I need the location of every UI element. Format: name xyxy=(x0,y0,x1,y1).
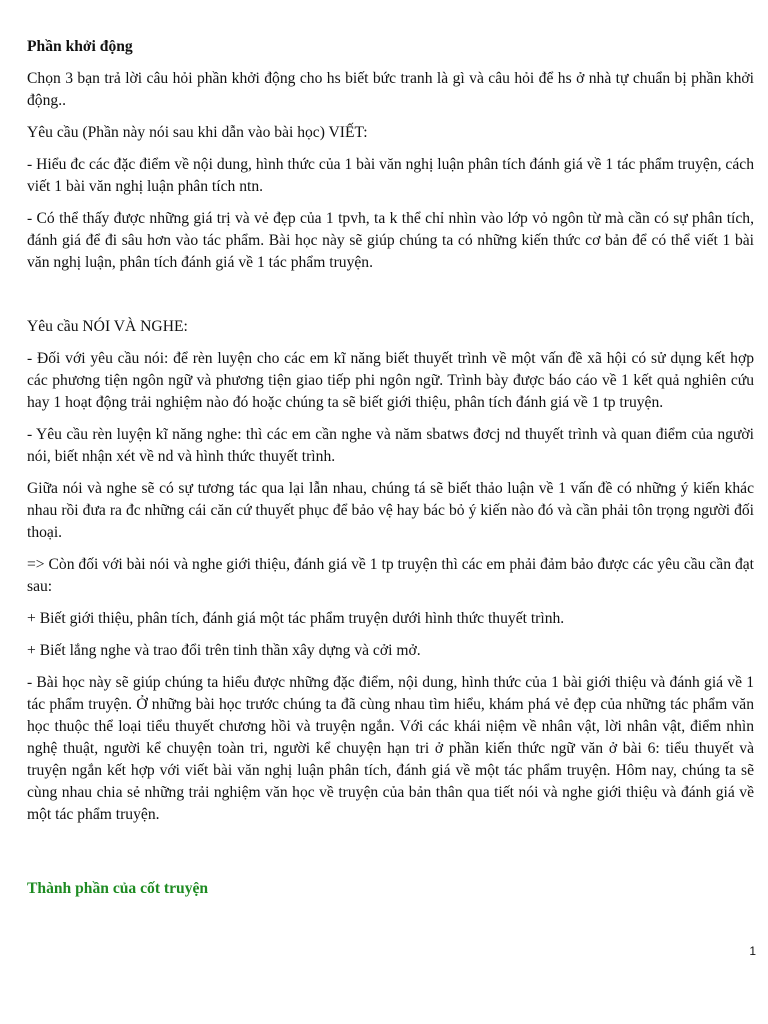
blank-line xyxy=(27,284,754,316)
document-page xyxy=(27,36,754,910)
paragraph: - Có thể thấy được những giá trị và vẻ đẹp của 1 tpvh, ta k thể chỉ nhìn vào lớp vỏ ngôn từ mà cần có sự phân tích, đánh giá để đi sâu hơn vào tác phẩm. Bài học này sẽ giúp chúng ta có những kiến thức cơ bản để có thể viết 1 bài văn nghị luận, phân tích đánh giá về 1 tác phẩm truyện. xyxy=(27,210,754,271)
paragraph: - Yêu cầu rèn luyện kĩ năng nghe: thì các em cần nghe và năm sbatws đơcj nd thuyết trình và quan điểm của người nói, biết nhận xét về nd và hình thức thuyết trình. xyxy=(27,426,754,465)
paragraph: Yêu cầu (Phần này nói sau khi dẫn vào bài học) VIẾT: xyxy=(27,124,368,141)
paragraph: Chọn 3 bạn trả lời câu hỏi phần khởi động cho hs biết bức tranh là gì và câu hỏi để hs ở nhà tự chuẩn bị phần khởi động.. xyxy=(27,70,754,109)
list-item: + Biết lắng nghe và trao đổi trên tinh thần xây dựng và cởi mở. xyxy=(27,642,421,659)
paragraph: Giữa nói và nghe sẽ có sự tương tác qua lại lẫn nhau, chúng tá sẽ biết thảo luận về 1 vấn đề có những ý kiến khác nhau rồi đưa ra đc những cái căn cứ thuyết phục để bảo vệ hay bác bỏ ý kiến nào đó và cần phải tôn trọng người đối thoại. xyxy=(27,480,754,541)
page-number: 1 xyxy=(749,944,756,958)
paragraph: => Còn đối với bài nói và nghe giới thiệu, đánh giá về 1 tp truyện thì các em phải đảm bảo được các yêu cầu cần đạt sau: xyxy=(27,556,754,595)
section-heading-warmup: Phần khởi động xyxy=(27,38,133,55)
paragraph: Yêu cầu NÓI VÀ NGHE: xyxy=(27,318,188,335)
paragraph: - Bài học này sẽ giúp chúng ta hiểu được những đặc điểm, nội dung, hình thức của 1 bài giới thiệu và đánh giá về 1 tác phẩm truyện. Ở những bài học trước chúng ta đã cùng nhau tìm hiểu, khám phá vẻ đẹp của những tác phẩm văn học thuộc thể loại tiểu thuyết chương hồi và truyện ngắn. Với các khái niệm về nhân vật, lời nhân vật, điểm nhìn nghệ thuật, người kể chuyện toàn tri, người kể chuyện hạn tri ở phần kiến thức ngữ văn ở bài 6: tiểu thuyết và truyện ngắn kết hợp với viết bài văn nghị luận phân tích, đánh giá về một tác phẩm truyện. Hôm nay, chúng ta sẽ cùng nhau chia sẻ những trải nghiệm văn học về truyện của bản thân qua tiết nói và nghe giới thiệu và đánh giá về một tác phẩm truyện. xyxy=(27,674,754,823)
paragraph: - Hiểu đc các đặc điểm về nội dung, hình thức của 1 bài văn nghị luận phân tích đánh giá về 1 tác phẩm truyện, cách viết 1 bài văn nghị luận phân tích ntn. xyxy=(27,156,754,195)
blank-line xyxy=(27,836,754,878)
section-heading-plot-components: Thành phần của cốt truyện xyxy=(27,880,209,897)
paragraph: - Đối với yêu cầu nói: để rèn luyện cho các em kĩ năng biết thuyết trình về một vấn đề xã hội có sử dụng kết hợp các phương tiện ngôn ngữ và phương tiện giao tiếp phi ngôn ngữ. Trình bày được báo cáo về 1 kết quả nghiên cứu hay 1 hoạt động trải nghiệm nào đó hoặc chúng ta sẽ biết giới thiệu, phân tích đánh giá về 1 tp truyện. xyxy=(27,350,754,411)
list-item: + Biết giới thiệu, phân tích, đánh giá một tác phẩm truyện dưới hình thức thuyết trình. xyxy=(27,610,565,627)
